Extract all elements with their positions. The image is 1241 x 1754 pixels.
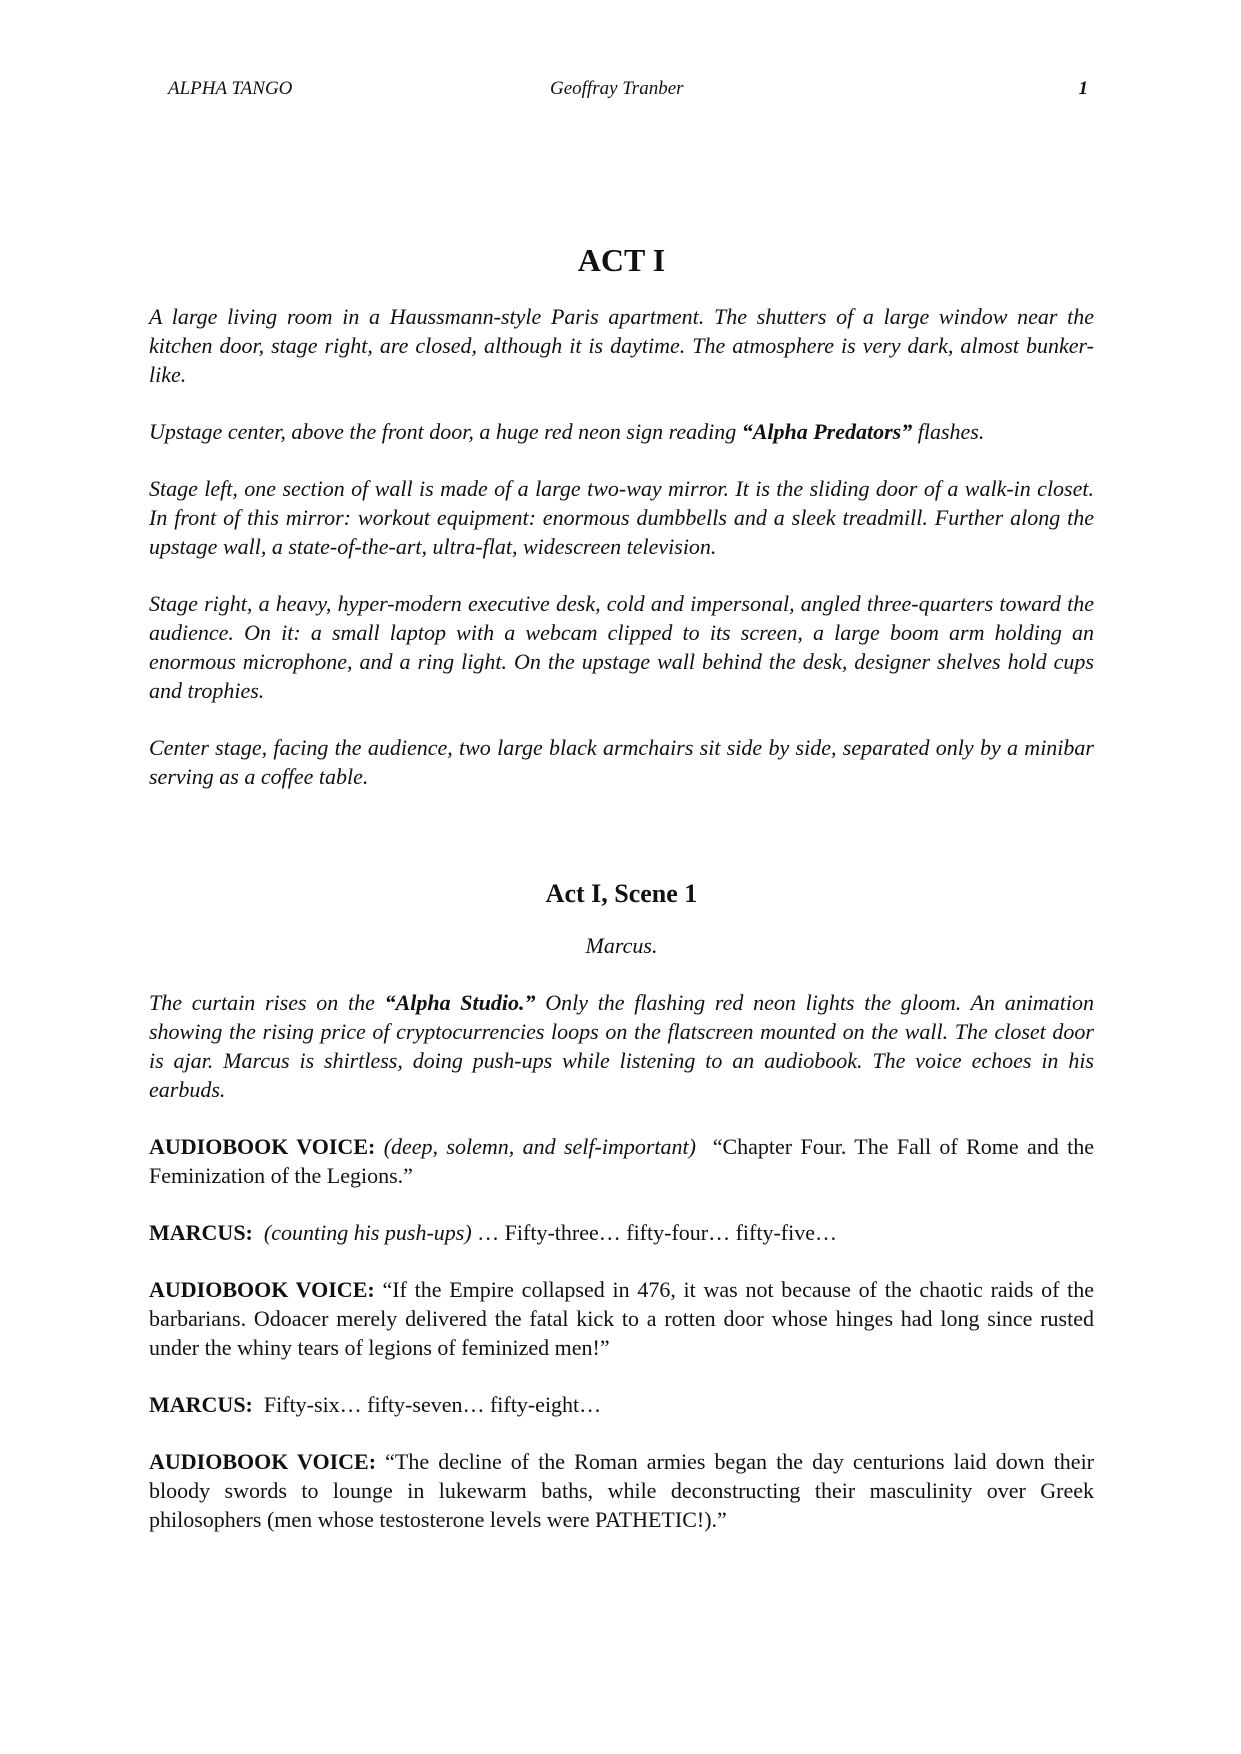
scene-characters: Marcus.: [585, 933, 658, 958]
header-play-title: ALPHA TANGO: [168, 78, 293, 99]
header-author: Geoffray Tranber: [550, 78, 684, 99]
spoken-text: “The decline of the Roman armies began the day centurions laid down their bloody swords to lounge in lukewarm baths, while deconstructing their masculinity over Greek philosophers (men whose testosterone levels were PATHETIC!).”: [149, 1449, 1095, 1532]
stage-direction: [149, 589, 1094, 705]
dialogue-line: [149, 1275, 1094, 1362]
stage-direction-text: Center stage, facing the audience, two large black armchairs sit side by side, separated only by a minibar serving as a coffee table.: [149, 735, 1094, 789]
dialogue-line: [149, 1447, 1094, 1534]
speaker-name: AUDIOBOOK VOICE:: [149, 1134, 376, 1159]
stage-direction-text: The curtain rises on the: [149, 990, 385, 1015]
neon-sign-text: “Alpha Predators”: [741, 419, 913, 444]
scene-direction: [149, 988, 1094, 1104]
page-body: [149, 240, 1094, 1562]
speaker-name: AUDIOBOOK VOICE:: [149, 1277, 375, 1302]
running-header: [168, 78, 1088, 104]
stage-direction: [149, 474, 1094, 561]
spoken-text: … Fifty-three… fifty-four… fifty-five…: [477, 1220, 837, 1245]
stage-direction: [149, 417, 1094, 446]
studio-name-text: “Alpha Studio.”: [384, 990, 536, 1015]
dialogue-line: [149, 1390, 1094, 1419]
speaker-name: MARCUS:: [149, 1392, 253, 1417]
spoken-text: Fifty-six… fifty-seven… fifty-eight…: [263, 1392, 602, 1417]
stage-direction: [149, 302, 1094, 389]
speaker-name: AUDIOBOOK VOICE:: [149, 1449, 377, 1474]
header-page-number: 1: [1078, 78, 1088, 99]
act-title: ACT I: [577, 242, 666, 278]
scene-title: Act I, Scene 1: [545, 879, 698, 908]
speaker-name: MARCUS:: [149, 1220, 253, 1245]
dialogue-line: [149, 1132, 1094, 1190]
stage-direction-text: A large living room in a Haussmann-style Paris apartment. The shutters of a large window near the kitchen door, stage right, are closed, although it is daytime. The atmosphere is very dark, almost bunker-like.: [149, 304, 1094, 387]
spoken-text: “Chapter Four. The Fall of Rome and the Feminization of the Legions.”: [149, 1134, 1095, 1188]
spoken-text: “If the Empire collapsed in 476, it was not because of the chaotic raids of the barbarians. Odoacer merely delivered the fatal kick to a rotten door whose hinges had long since rusted under the whiny tears of legions of feminized men!”: [149, 1277, 1094, 1360]
stage-direction-text: Upstage center, above the front door, a huge red neon sign reading: [149, 419, 742, 444]
stage-direction-text: Only the flashing red neon lights the gloom. An animation showing the rising price of cryptocurrencies loops on the flatscreen mounted on the wall. The closet door is ajar. Marcus is shirtless, doing push-ups while listening to an audiobook. The voice echoes in his earbuds.: [149, 990, 1094, 1102]
stage-direction-text: Stage left, one section of wall is made of a large two-way mirror. It is the sliding door of a walk-in closet. In front of this mirror: workout equipment: enormous dumbbells and a sleek treadmill. Further along the upstage wall, a state-of-the-art, ultra-flat, widescreen television.: [149, 476, 1094, 559]
stage-direction-text: flashes.: [912, 419, 985, 444]
parenthetical: (deep, solemn, and self-important): [383, 1134, 696, 1159]
stage-direction: [149, 733, 1094, 791]
parenthetical: (counting his push-ups): [263, 1220, 472, 1245]
dialogue-line: [149, 1218, 1094, 1247]
stage-direction-text: Stage right, a heavy, hyper-modern executive desk, cold and impersonal, angled three-quarters toward the audience. On it: a small laptop with a webcam clipped to its screen, a large boom arm holding an enormous microphone, and a ring light. On the upstage wall behind the desk, designer shelves hold cups and trophies.: [149, 591, 1094, 703]
